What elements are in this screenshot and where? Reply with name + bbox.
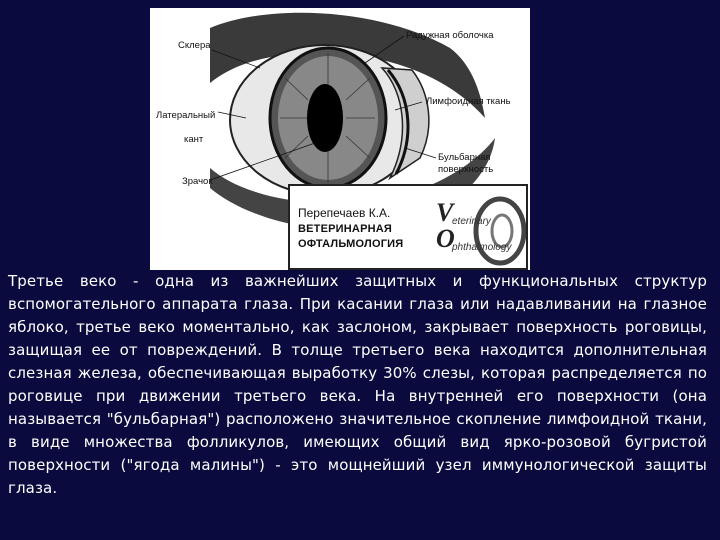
book-title-line1: ВЕТЕРИНАРНАЯ: [298, 223, 392, 235]
label-lymphoid: Лимфоидная ткань: [426, 96, 511, 107]
pupil-shape: [307, 84, 343, 152]
book-author: Перепечаев К.А.: [298, 206, 391, 220]
book-logo-word-2: phthalmology: [452, 242, 512, 253]
label-iris: Радужная оболочка: [406, 30, 494, 41]
label-bulbar-1: Бульбарная: [438, 152, 491, 163]
label-sclera: Склера: [178, 40, 211, 51]
book-cover: [288, 184, 528, 270]
label-lateral-canthus-2: кант: [184, 134, 204, 145]
eye-illustration: [150, 8, 530, 270]
book-logo-word-1: eterinary: [452, 216, 491, 227]
book-logo-letter-o: O: [436, 224, 455, 253]
book-title-line2: ОФТАЛЬМОЛОГИЯ: [298, 238, 404, 250]
book-logo-letter-v: V: [436, 198, 454, 227]
label-pupil: Зрачок: [182, 176, 213, 187]
label-lateral-canthus-1: Латеральный: [156, 110, 216, 121]
body-paragraph: Третье веко - одна из важнейших защитных и функциональных структур вспомогательного аппарата глаза. При касании глаза или надавливании на глазное яблоко, третье веко моментально, как заслоном, закрывает поверхность роговицы, защищая ее от повреждений. В толще третьего века находится дополнительная слезная железа, обеспечивающая выработку 30% слезы, которая распределяется по роговице при движении третьего века. На внутренней его поверхности (она называется "бульбарная") расположено значительное скопление лимфоидной ткани, в виде множества фолликулов, имеющих общий вид ярко-розовой бугристой поверхности ("ягода малины") - это мощнейший узел иммунологической защиты глаза.: [8, 272, 707, 497]
label-bulbar-2: поверхность: [438, 164, 494, 175]
